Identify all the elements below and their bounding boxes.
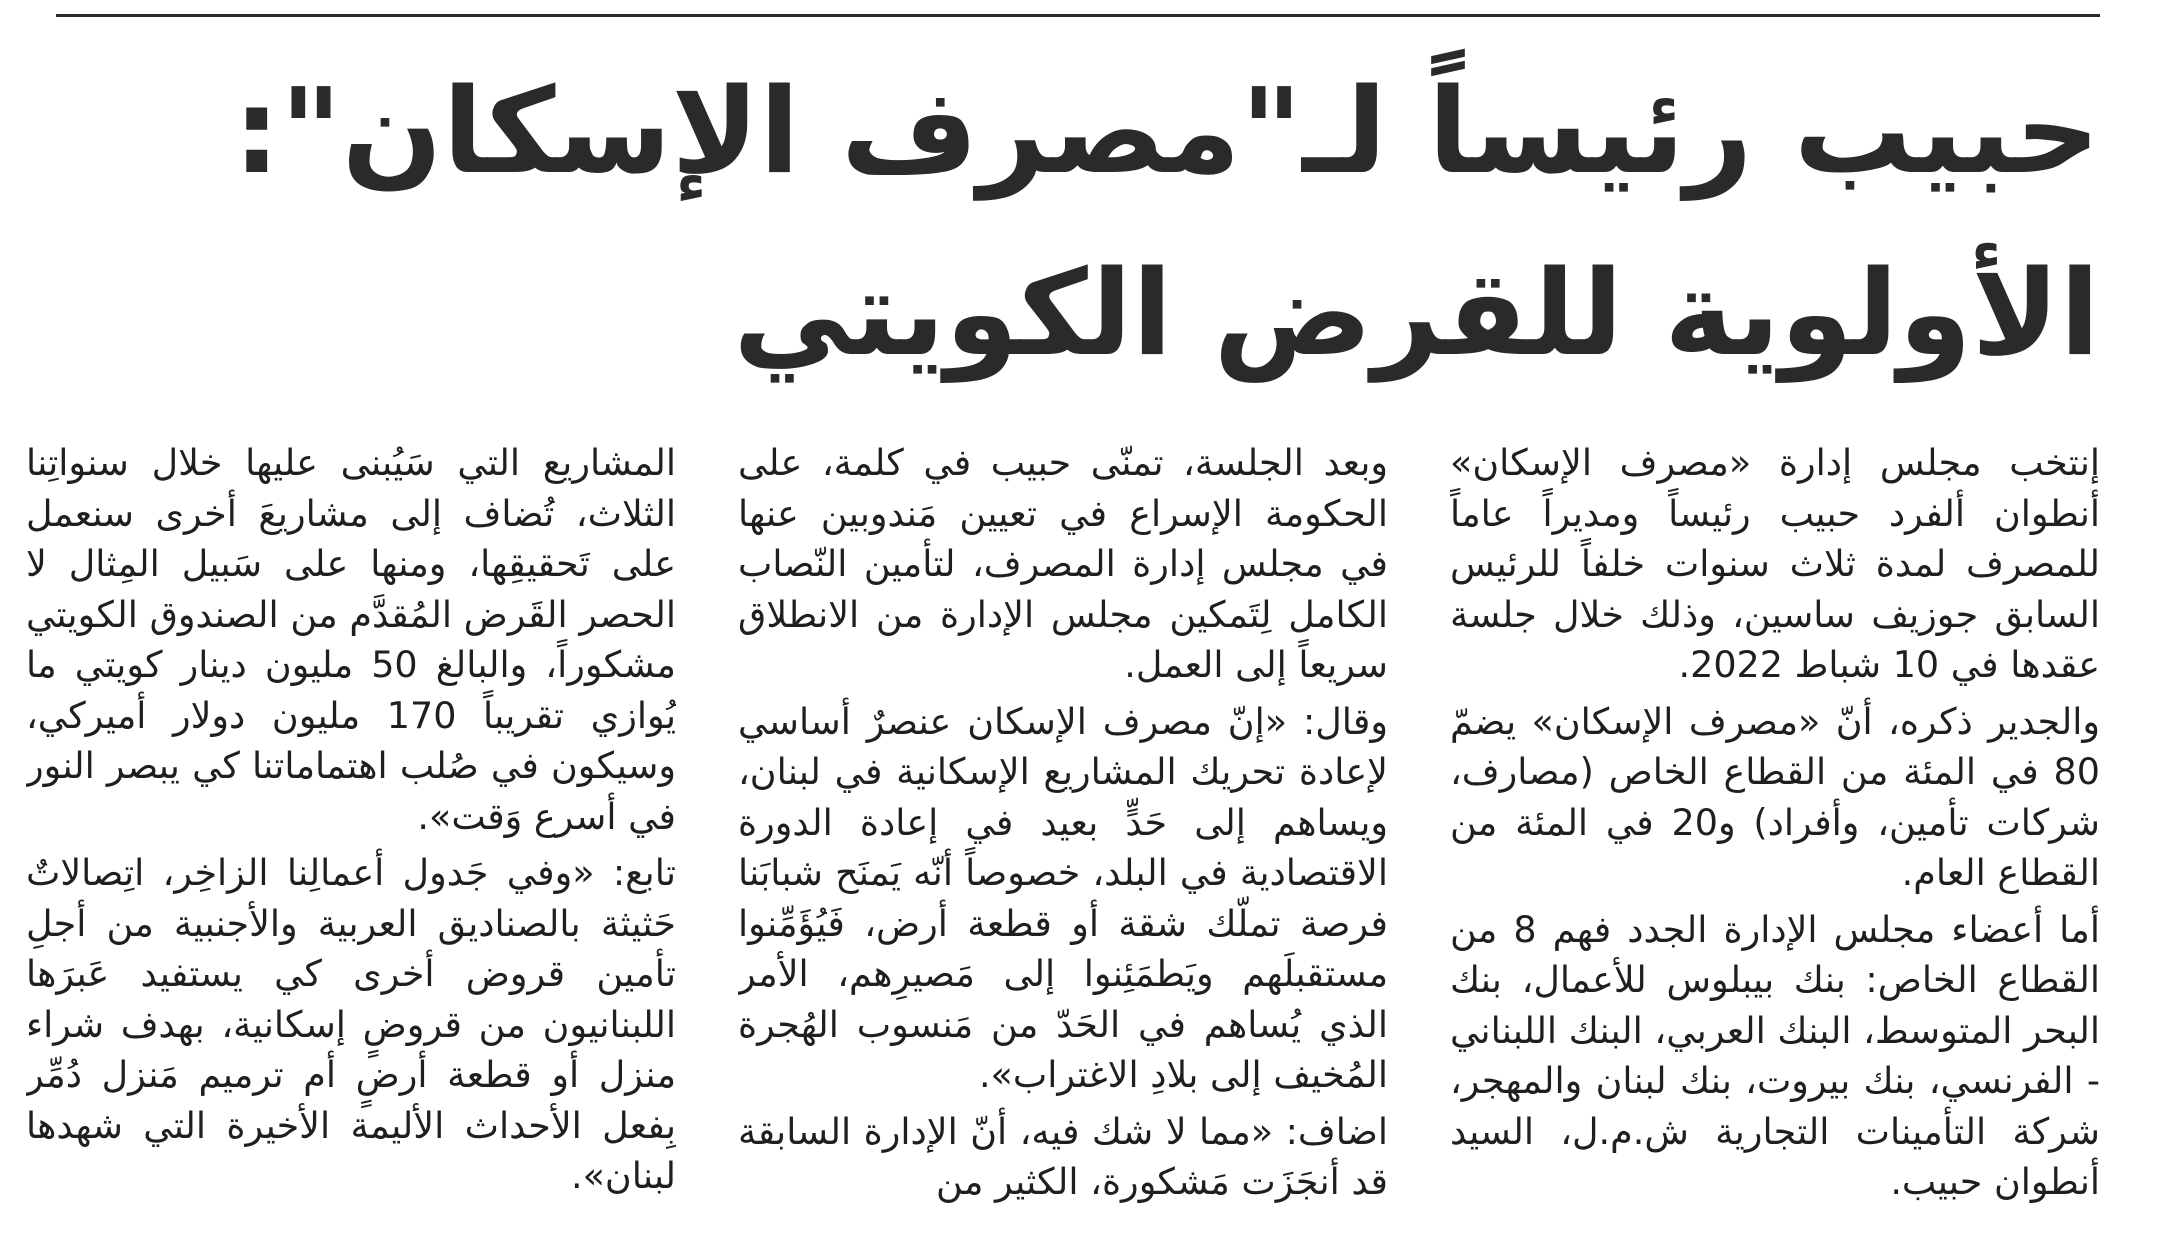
paragraph: إنتخب مجلس إدارة «مصرف الإسكان» أنطوان ألفرد حبيب رئيساً ومديراً عاماً للمصرف لمدة ثلاث سنوات خلفاً للرئيس السابق جوزيف ساسين، وذلك خلال جلسة عقدها في 10 شباط 2022. (1450, 441, 2100, 686)
headline-line-2: الأولوية للقرض الكويتي (733, 244, 2100, 382)
paragraph: تابع: «وفي جَدول أعمالِنا الزاخِر، اتِصالاتٌ حَثيثة بالصناديق العربية والأجنبية من أجلِ تأمين قروض أخرى كي يستفيد عَبرَها اللبنانيون من قروضٍ إسكانية، بهدف شراء منزل أو قطعة أرضٍ أم ترميم مَنزل دُمِّر بِفعل الأحداث الأليمة الأخيرة التي شهدها لبنان». (26, 851, 676, 1197)
column-2 (738, 438, 1388, 1238)
paragraph: اضاف: «مما لا شك فيه، أنّ الإدارة السابقة قد أنجَزَت مَشكورة، الكثير من (738, 1109, 1388, 1203)
column-3 (26, 438, 676, 1238)
article-body (26, 438, 2100, 1238)
column-1 (1450, 438, 2100, 1238)
top-rule (56, 14, 2100, 17)
paragraph: المشاريع التي سَيُبنى عليها خلال سنواتِنا الثلاث، تُضاف إلى مشاريعَ أخرى سنعمل على تَحقيقِها، ومنها على سَبيل المِثال لا الحصر القَرض المُقدَّم من الصندوق الكويتي مشكوراً، والبالغ 50 مليون دينار كويتي ما يُوازي تقريباً 170 مليون دولار أميركي، وسيكون في صُلب اهتماماتنا كي يبصر النور في أسرع وَقت». (26, 441, 676, 838)
paragraph: وبعد الجلسة، تمنّى حبيب في كلمة، على الحكومة الإسراع في تعيين مَندوبين عنها في مجلس إدارة المصرف، لتأمين النّصاب الكامل لِتَمكين مجلس الإدارة من الانطلاق سريعاً إلى العمل. (738, 441, 1388, 686)
paragraph: والجدير ذكره، أنّ «مصرف الإسكان» يضمّ 80 في المئة من القطاع الخاص (مصارف، شركات تأمين، وأفراد) و20 في المئة من القطاع العام. (1450, 699, 2100, 894)
headline-line-1: حبيب رئيساً لـ"مصرف الإسكان": (233, 62, 2100, 200)
paragraph: وقال: «إنّ مصرف الإسكان عنصرٌ أساسي لإعادة تحريك المشاريع الإسكانية في لبنان، ويساهم إلى حَدٍّ بعيد في إعادة الدورة الاقتصادية في البلد، خصوصاً أنّه يَمنَح شبابَنا فرصة تملّك شقة أو قطعة أرض، فَيُؤَمِّنوا مستقبلَهم ويَطمَئِنوا إلى مَصيرِهم، الأمر الذي يُساهم في الحَدّ من مَنسوب الهُجرة المُخيف إلى بلادِ الاغتراب». (738, 699, 1388, 1096)
headline (60, 40, 2100, 404)
paragraph: أما أعضاء مجلس الإدارة الجدد فهم 8 من القطاع الخاص: بنك بيبلوس للأعمال، بنك البحر المتوسط، البنك العربي، البنك اللبناني - الفرنسي، بنك بيروت، بنك لبنان والمهجر، شركة التأمينات التجارية ش.م.ل، السيد أنطوان حبيب. (1450, 907, 2100, 1203)
